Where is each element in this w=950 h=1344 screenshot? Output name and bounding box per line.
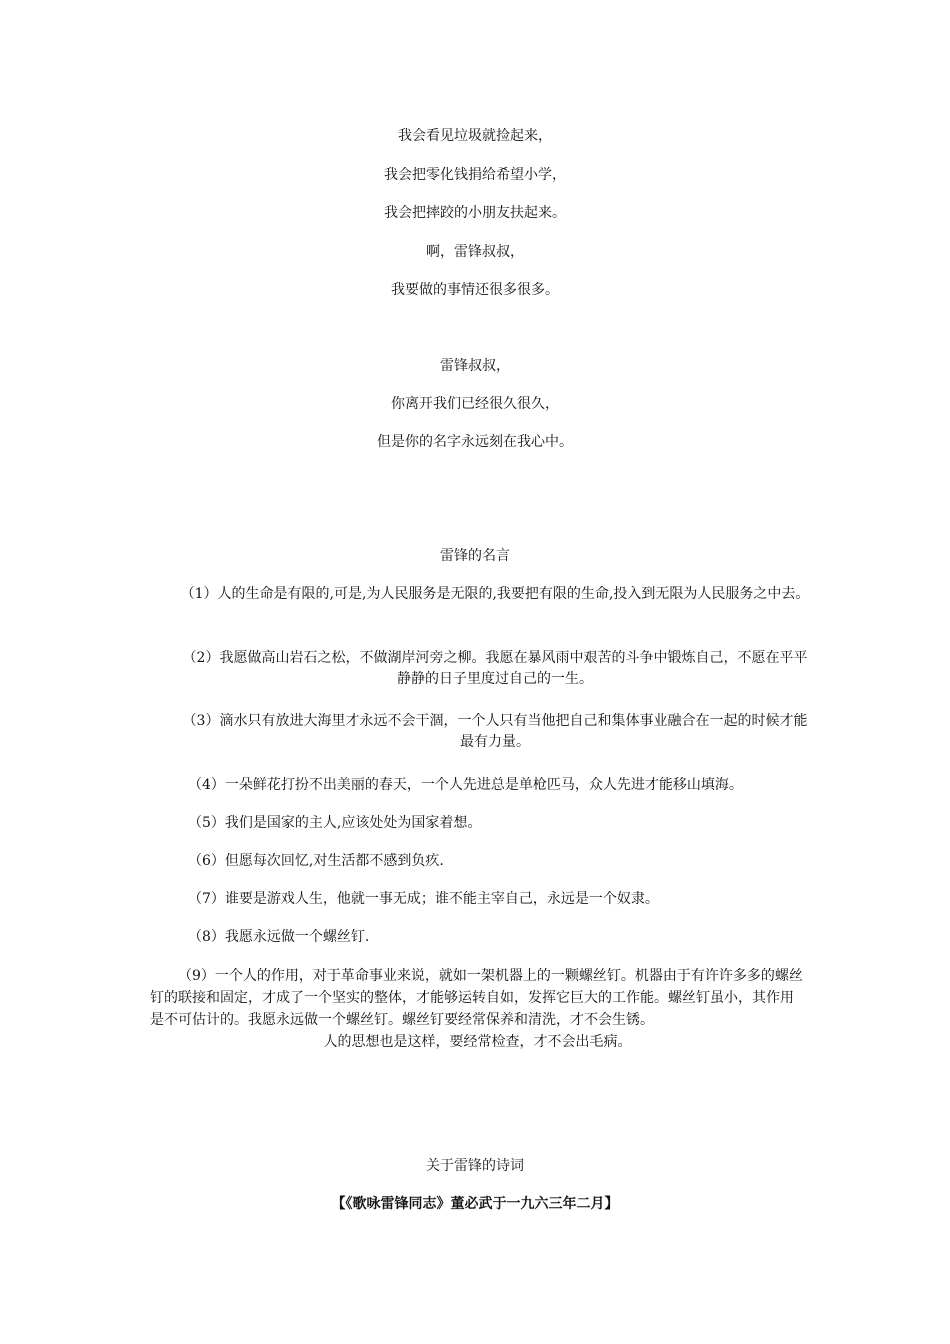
quote-9-last-line: 人的思想也是这样，要经常检查，才不会出毛病。 [323,1034,632,1050]
quote-item: （1）人的生命是有限的,可是,为人民服务是无限的,我要把有限的生命,投入到无限为人民服务之中去。 [180,586,810,602]
quote-item: （6）但愿每次回忆,对生活都不感到负疚. [188,853,444,869]
poem-line: 啊，雷锋叔叔， [426,244,524,260]
quote-item: （5）我们是国家的主人,应该处处为国家着想。 [188,815,482,831]
poem-line: 我会把摔跤的小朋友扶起来。 [384,205,566,221]
quote-item-9 [150,965,805,1053]
poem-line: 我要做的事情还很多很多。 [391,282,559,298]
quote-item: （3）滴水只有放进大海里才永远不会干涸，一个人只有当他把自己和集体事业融合在一起的时候才能最有力量。 [182,713,808,750]
quote-item: （4）一朵鲜花打扮不出美丽的春天，一个人先进总是单枪匹马，众人先进才能移山填海。 [188,777,743,793]
quote-item: （2）我愿做高山岩石之松，不做湖岸河旁之柳。我愿在暴风雨中艰苦的斗争中锻炼自己，不愿在平平静静的日子里度过自己的一生。 [182,650,808,687]
section-title-poems: 关于雷锋的诗词 [426,1158,524,1174]
quote-item: （8）我愿永远做一个螺丝钉. [188,929,370,945]
quote-9-body: （9）一个人的作用，对于革命事业来说，就如一架机器上的一颗螺丝钉。机器由于有许许多多的螺丝钉的联接和固定，才成了一个坚实的整体，才能够运转自如，发挥它巨大的工作能。螺丝钉虽小，其作用是不可估计的。我愿永远做一个螺丝钉。螺丝钉要经常保养和清洗，才不会生锈。 [150,968,803,1028]
quote-item: （7）谁要是游戏人生，他就一事无成；谁不能主宰自己，永远是一个奴隶。 [188,891,659,907]
poem-line: 但是你的名字永远刻在我心中。 [377,434,573,450]
poem-subtitle: 【《歌咏雷锋同志》董必武于一九六三年二月】 [331,1196,619,1212]
poem-line: 你离开我们已经很久很久， [391,396,559,412]
poem-line: 我会把零化钱捐给希望小学， [384,167,566,183]
section-title-quotes: 雷锋的名言 [440,548,510,564]
poem-line: 雷锋叔叔， [440,358,510,374]
poem-line: 我会看见垃圾就捡起来， [398,128,552,144]
